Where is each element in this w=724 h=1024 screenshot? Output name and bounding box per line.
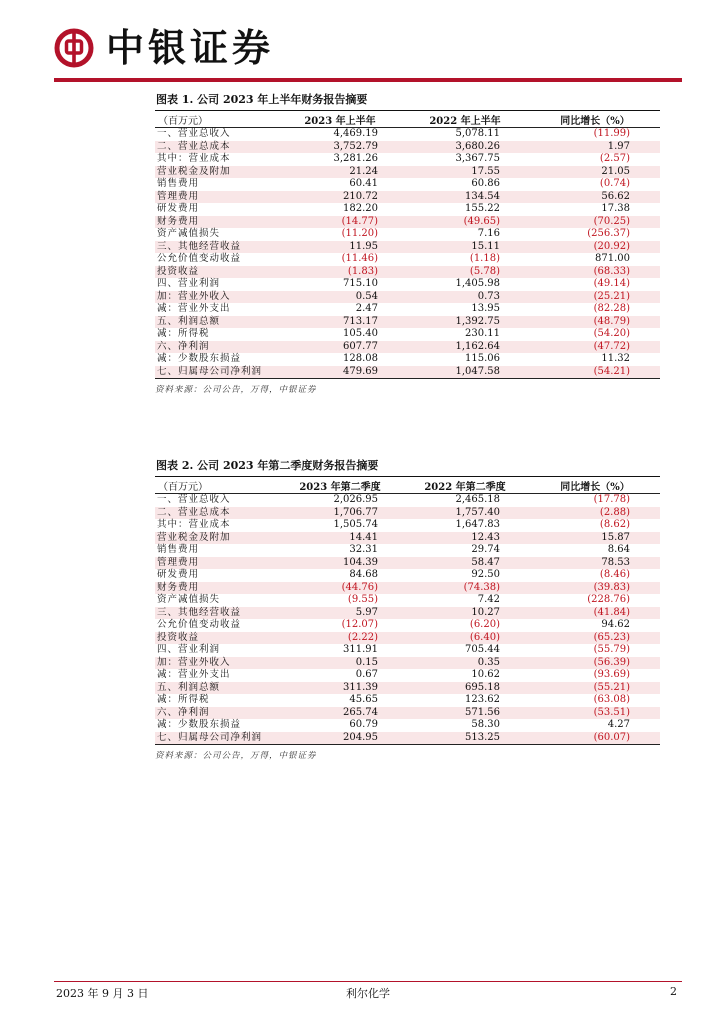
- table-cell: 21.24: [280, 166, 400, 179]
- row-label: 财务费用: [155, 582, 280, 595]
- table-cell: 0.73: [400, 291, 530, 304]
- table-cell: 0.67: [355, 669, 378, 680]
- table-cell: 60.86: [471, 178, 500, 189]
- table-row: [155, 366, 660, 379]
- table-cell: (54.21): [530, 366, 660, 379]
- figure-1: [155, 92, 660, 395]
- table-row: [155, 507, 660, 520]
- table-cell: 7.42: [477, 594, 500, 605]
- row-label: 加：营业外收入: [155, 657, 280, 670]
- row-label: 减：少数股东损益: [157, 353, 242, 364]
- table-row: [155, 694, 660, 707]
- table-row: [155, 203, 660, 216]
- table-cell: (74.38): [400, 582, 530, 595]
- table-cell: 29.74: [471, 544, 500, 555]
- table-row: [155, 328, 660, 341]
- table-row: [155, 191, 660, 204]
- figure-2-title: 图表 2. 公司 2023 年第二季度财务报告摘要: [156, 459, 379, 472]
- table-row: [155, 266, 660, 279]
- table-cell: 58.30: [471, 719, 500, 730]
- table-cell: 123.62: [465, 694, 500, 705]
- row-label: 营业税金及附加: [155, 532, 280, 545]
- table-cell: 4.27: [607, 719, 630, 730]
- table-row: [155, 494, 660, 507]
- table-cell: (9.55): [347, 594, 378, 605]
- table-row: [155, 241, 660, 254]
- table-row: [155, 303, 660, 316]
- table-cell: 92.50: [471, 569, 500, 580]
- table-cell: 17.38: [601, 203, 630, 214]
- table-row: [155, 253, 660, 266]
- table-cell: 58.47: [400, 557, 530, 570]
- table-cell: 21.05: [530, 166, 660, 179]
- row-label: 二、营业总成本: [155, 507, 280, 520]
- table-cell: (8.46): [599, 569, 630, 580]
- table-cell: 10.27: [400, 607, 530, 620]
- table-cell: 265.74: [280, 707, 400, 720]
- figure-2-source: 资料来源：公司公告，万得，中银证券: [155, 751, 317, 761]
- table-cell: 3,367.75: [455, 153, 500, 164]
- table-cell: (82.28): [593, 303, 630, 314]
- table-cell: (47.72): [530, 341, 660, 354]
- table-cell: (11.99): [593, 128, 630, 139]
- table-cell: (20.92): [530, 241, 660, 254]
- table-row: [155, 519, 660, 532]
- column-header: 同比增长（%）: [530, 111, 660, 128]
- table-cell: (11.20): [341, 228, 378, 239]
- row-label: 一、营业总收入: [157, 128, 231, 139]
- row-label: 减：营业外支出: [157, 669, 231, 680]
- table-row: [155, 644, 660, 657]
- table-cell: 513.25: [400, 732, 530, 745]
- row-label: 研发费用: [157, 203, 200, 214]
- table-cell: (49.14): [593, 278, 630, 289]
- column-header: 2023 年上半年: [280, 111, 400, 128]
- table-row: [155, 228, 660, 241]
- table-cell: 479.69: [280, 366, 400, 379]
- table-cell: (63.08): [593, 694, 630, 705]
- table-cell: 311.39: [280, 682, 400, 695]
- table-cell: (53.51): [530, 707, 660, 720]
- table-cell: 11.95: [280, 241, 400, 254]
- table-cell: (6.20): [469, 619, 500, 630]
- row-label: 减：所得税: [157, 328, 210, 339]
- table-cell: 1,405.98: [455, 278, 500, 289]
- table-cell: (70.25): [530, 216, 660, 229]
- table-cell: 571.56: [400, 707, 530, 720]
- header-rule: [54, 78, 682, 82]
- row-label: 研发费用: [157, 569, 200, 580]
- table-cell: (56.39): [530, 657, 660, 670]
- table-cell: (17.78): [593, 494, 630, 505]
- table-cell: 15.87: [530, 532, 660, 545]
- row-label: 其中：营业成本: [157, 153, 231, 164]
- table-cell: (14.77): [280, 216, 400, 229]
- row-label: 财务费用: [155, 216, 280, 229]
- table-cell: 1,162.64: [400, 341, 530, 354]
- row-label: 三、其他经营收益: [155, 607, 280, 620]
- table-cell: 78.53: [530, 557, 660, 570]
- table-cell: 2.47: [355, 303, 378, 314]
- table-cell: 11.32: [601, 353, 630, 364]
- table-cell: (48.79): [530, 316, 660, 329]
- table-cell: (0.74): [599, 178, 630, 189]
- row-label: 五、利润总额: [155, 682, 280, 695]
- table-cell: (6.40): [400, 632, 530, 645]
- table-row: [155, 178, 660, 191]
- table-cell: 607.77: [280, 341, 400, 354]
- table-cell: (2.22): [280, 632, 400, 645]
- table-cell: (12.07): [341, 619, 378, 630]
- footer-date: 2023 年 9 月 3 日: [56, 987, 149, 1000]
- row-label: 其中：营业成本: [157, 519, 231, 530]
- table-cell: 10.62: [471, 669, 500, 680]
- table-cell: 105.40: [343, 328, 378, 339]
- table-cell: (55.79): [593, 644, 630, 655]
- table-row: [155, 153, 660, 166]
- table-cell: (25.21): [530, 291, 660, 304]
- table-row: [155, 607, 660, 620]
- table-cell: 713.17: [280, 316, 400, 329]
- bank-of-china-logo-icon: [54, 28, 94, 68]
- table-cell: 1,392.75: [400, 316, 530, 329]
- table-cell: (49.65): [400, 216, 530, 229]
- table-row: [155, 719, 660, 732]
- table-cell: 84.68: [349, 569, 378, 580]
- table-cell: (39.83): [530, 582, 660, 595]
- table-cell: 1,505.74: [333, 519, 378, 530]
- table-cell: 128.08: [343, 353, 378, 364]
- table-row: [155, 569, 660, 582]
- table-cell: 32.31: [349, 544, 378, 555]
- column-header: 2022 年上半年: [400, 111, 530, 128]
- table-cell: 230.11: [465, 328, 500, 339]
- row-label: 营业税金及附加: [155, 166, 280, 179]
- row-label: 加：营业外收入: [155, 291, 280, 304]
- table-row: [155, 532, 660, 545]
- column-header: 2023 年第二季度: [280, 477, 400, 494]
- table-cell: 45.65: [349, 694, 378, 705]
- table-cell: (2.88): [530, 507, 660, 520]
- figure-2: [155, 458, 660, 761]
- table-row: [155, 544, 660, 557]
- table-cell: (68.33): [530, 266, 660, 279]
- row-label: 投资收益: [155, 632, 280, 645]
- row-label: 管理费用: [155, 557, 280, 570]
- table-cell: 3,752.79: [280, 141, 400, 154]
- table-cell: 210.72: [280, 191, 400, 204]
- row-label: 六、净利润: [155, 707, 280, 720]
- table-cell: 134.54: [400, 191, 530, 204]
- table-cell: 104.39: [280, 557, 400, 570]
- table-cell: 115.06: [465, 353, 500, 364]
- table-row: [155, 594, 660, 607]
- table-cell: 12.43: [400, 532, 530, 545]
- table-cell: 705.44: [465, 644, 500, 655]
- table-row: [155, 278, 660, 291]
- row-label: 四、营业利润: [157, 278, 221, 289]
- row-label: 公允价值变动收益: [157, 253, 242, 264]
- table-cell: (228.76): [587, 594, 630, 605]
- row-label: 资产减值损失: [157, 228, 221, 239]
- table-cell: (256.37): [587, 228, 630, 239]
- table-cell: 5.97: [280, 607, 400, 620]
- table-row: [155, 166, 660, 179]
- table-cell: 0.35: [400, 657, 530, 670]
- table-cell: (60.07): [530, 732, 660, 745]
- table-cell: 3,680.26: [400, 141, 530, 154]
- row-label: 投资收益: [155, 266, 280, 279]
- table-cell: 2,026.95: [333, 494, 378, 505]
- row-label: 五、利润总额: [155, 316, 280, 329]
- table-cell: 871.00: [595, 253, 630, 264]
- footer-company: 利尔化学: [346, 987, 390, 1000]
- table-row: [155, 657, 660, 670]
- table-row: [155, 669, 660, 682]
- table-cell: 56.62: [530, 191, 660, 204]
- table-cell: (65.23): [530, 632, 660, 645]
- row-label: 三、其他经营收益: [155, 241, 280, 254]
- table-cell: 0.54: [280, 291, 400, 304]
- row-label: 二、营业总成本: [155, 141, 280, 154]
- table-cell: (2.57): [599, 153, 630, 164]
- table-cell: 1,706.77: [280, 507, 400, 520]
- row-label: 四、营业利润: [157, 644, 221, 655]
- table-row: [155, 128, 660, 141]
- table-row: [155, 141, 660, 154]
- table-cell: 8.64: [607, 544, 630, 555]
- footer-rule: [54, 981, 682, 982]
- table-cell: 695.18: [400, 682, 530, 695]
- row-label: 减：营业外支出: [157, 303, 231, 314]
- table-cell: (41.84): [530, 607, 660, 620]
- table-cell: 60.79: [349, 719, 378, 730]
- table-row: [155, 353, 660, 366]
- table-cell: 3,281.26: [333, 153, 378, 164]
- table-cell: (54.20): [593, 328, 630, 339]
- table-cell: (55.21): [530, 682, 660, 695]
- figure-1-title: 图表 1. 公司 2023 年上半年财务报告摘要: [156, 93, 368, 106]
- brand-name: 中银证券: [106, 25, 275, 70]
- table-cell: 1,647.83: [455, 519, 500, 530]
- table-row: [155, 216, 660, 229]
- table-cell: 204.95: [280, 732, 400, 745]
- table-cell: (1.83): [280, 266, 400, 279]
- table-cell: 7.16: [477, 228, 500, 239]
- table-cell: 13.95: [471, 303, 500, 314]
- table-cell: 0.15: [280, 657, 400, 670]
- table-row: [155, 291, 660, 304]
- row-label: 销售费用: [157, 178, 200, 189]
- table-cell: 1,047.58: [400, 366, 530, 379]
- column-header: （百万元）: [155, 477, 280, 494]
- table-cell: 155.22: [465, 203, 500, 214]
- table-cell: 1.97: [530, 141, 660, 154]
- row-label: 公允价值变动收益: [157, 619, 242, 630]
- table-cell: 182.20: [343, 203, 378, 214]
- row-label: 六、净利润: [155, 341, 280, 354]
- table-cell: (11.46): [341, 253, 378, 264]
- row-label: 销售费用: [157, 544, 200, 555]
- table-cell: 311.91: [343, 644, 378, 655]
- table-cell: 94.62: [601, 619, 630, 630]
- table-cell: 2,465.18: [455, 494, 500, 505]
- table-row: [155, 632, 660, 645]
- table-cell: 15.11: [400, 241, 530, 254]
- table-cell: 4,469.19: [333, 128, 378, 139]
- table-row: [155, 707, 660, 720]
- page-number: 2: [670, 985, 677, 998]
- figure-1-table: [155, 111, 660, 379]
- row-label: 七、归属母公司净利润: [155, 366, 280, 379]
- table-cell: 715.10: [343, 278, 378, 289]
- table-cell: 14.41: [280, 532, 400, 545]
- table-row: [155, 732, 660, 745]
- table-cell: 60.41: [349, 178, 378, 189]
- row-label: 管理费用: [155, 191, 280, 204]
- table-cell: 5,078.11: [455, 128, 500, 139]
- table-cell: (5.78): [400, 266, 530, 279]
- table-row: [155, 316, 660, 329]
- figure-2-table: [155, 477, 660, 745]
- table-row: [155, 682, 660, 695]
- page-header: [54, 24, 274, 72]
- table-row: [155, 557, 660, 570]
- row-label: 资产减值损失: [157, 594, 221, 605]
- column-header: 2022 年第二季度: [400, 477, 530, 494]
- row-label: 减：少数股东损益: [157, 719, 242, 730]
- table-row: [155, 341, 660, 354]
- table-cell: (93.69): [593, 669, 630, 680]
- table-cell: (44.76): [280, 582, 400, 595]
- column-header: 同比增长（%）: [530, 477, 660, 494]
- table-cell: 1,757.40: [400, 507, 530, 520]
- row-label: 减：所得税: [157, 694, 210, 705]
- table-cell: 17.55: [400, 166, 530, 179]
- table-cell: (1.18): [469, 253, 500, 264]
- column-header: （百万元）: [155, 111, 280, 128]
- row-label: 七、归属母公司净利润: [155, 732, 280, 745]
- table-cell: (8.62): [599, 519, 630, 530]
- table-row: [155, 619, 660, 632]
- figure-1-source: 资料来源：公司公告，万得，中银证券: [155, 385, 317, 395]
- row-label: 一、营业总收入: [157, 494, 231, 505]
- table-row: [155, 582, 660, 595]
